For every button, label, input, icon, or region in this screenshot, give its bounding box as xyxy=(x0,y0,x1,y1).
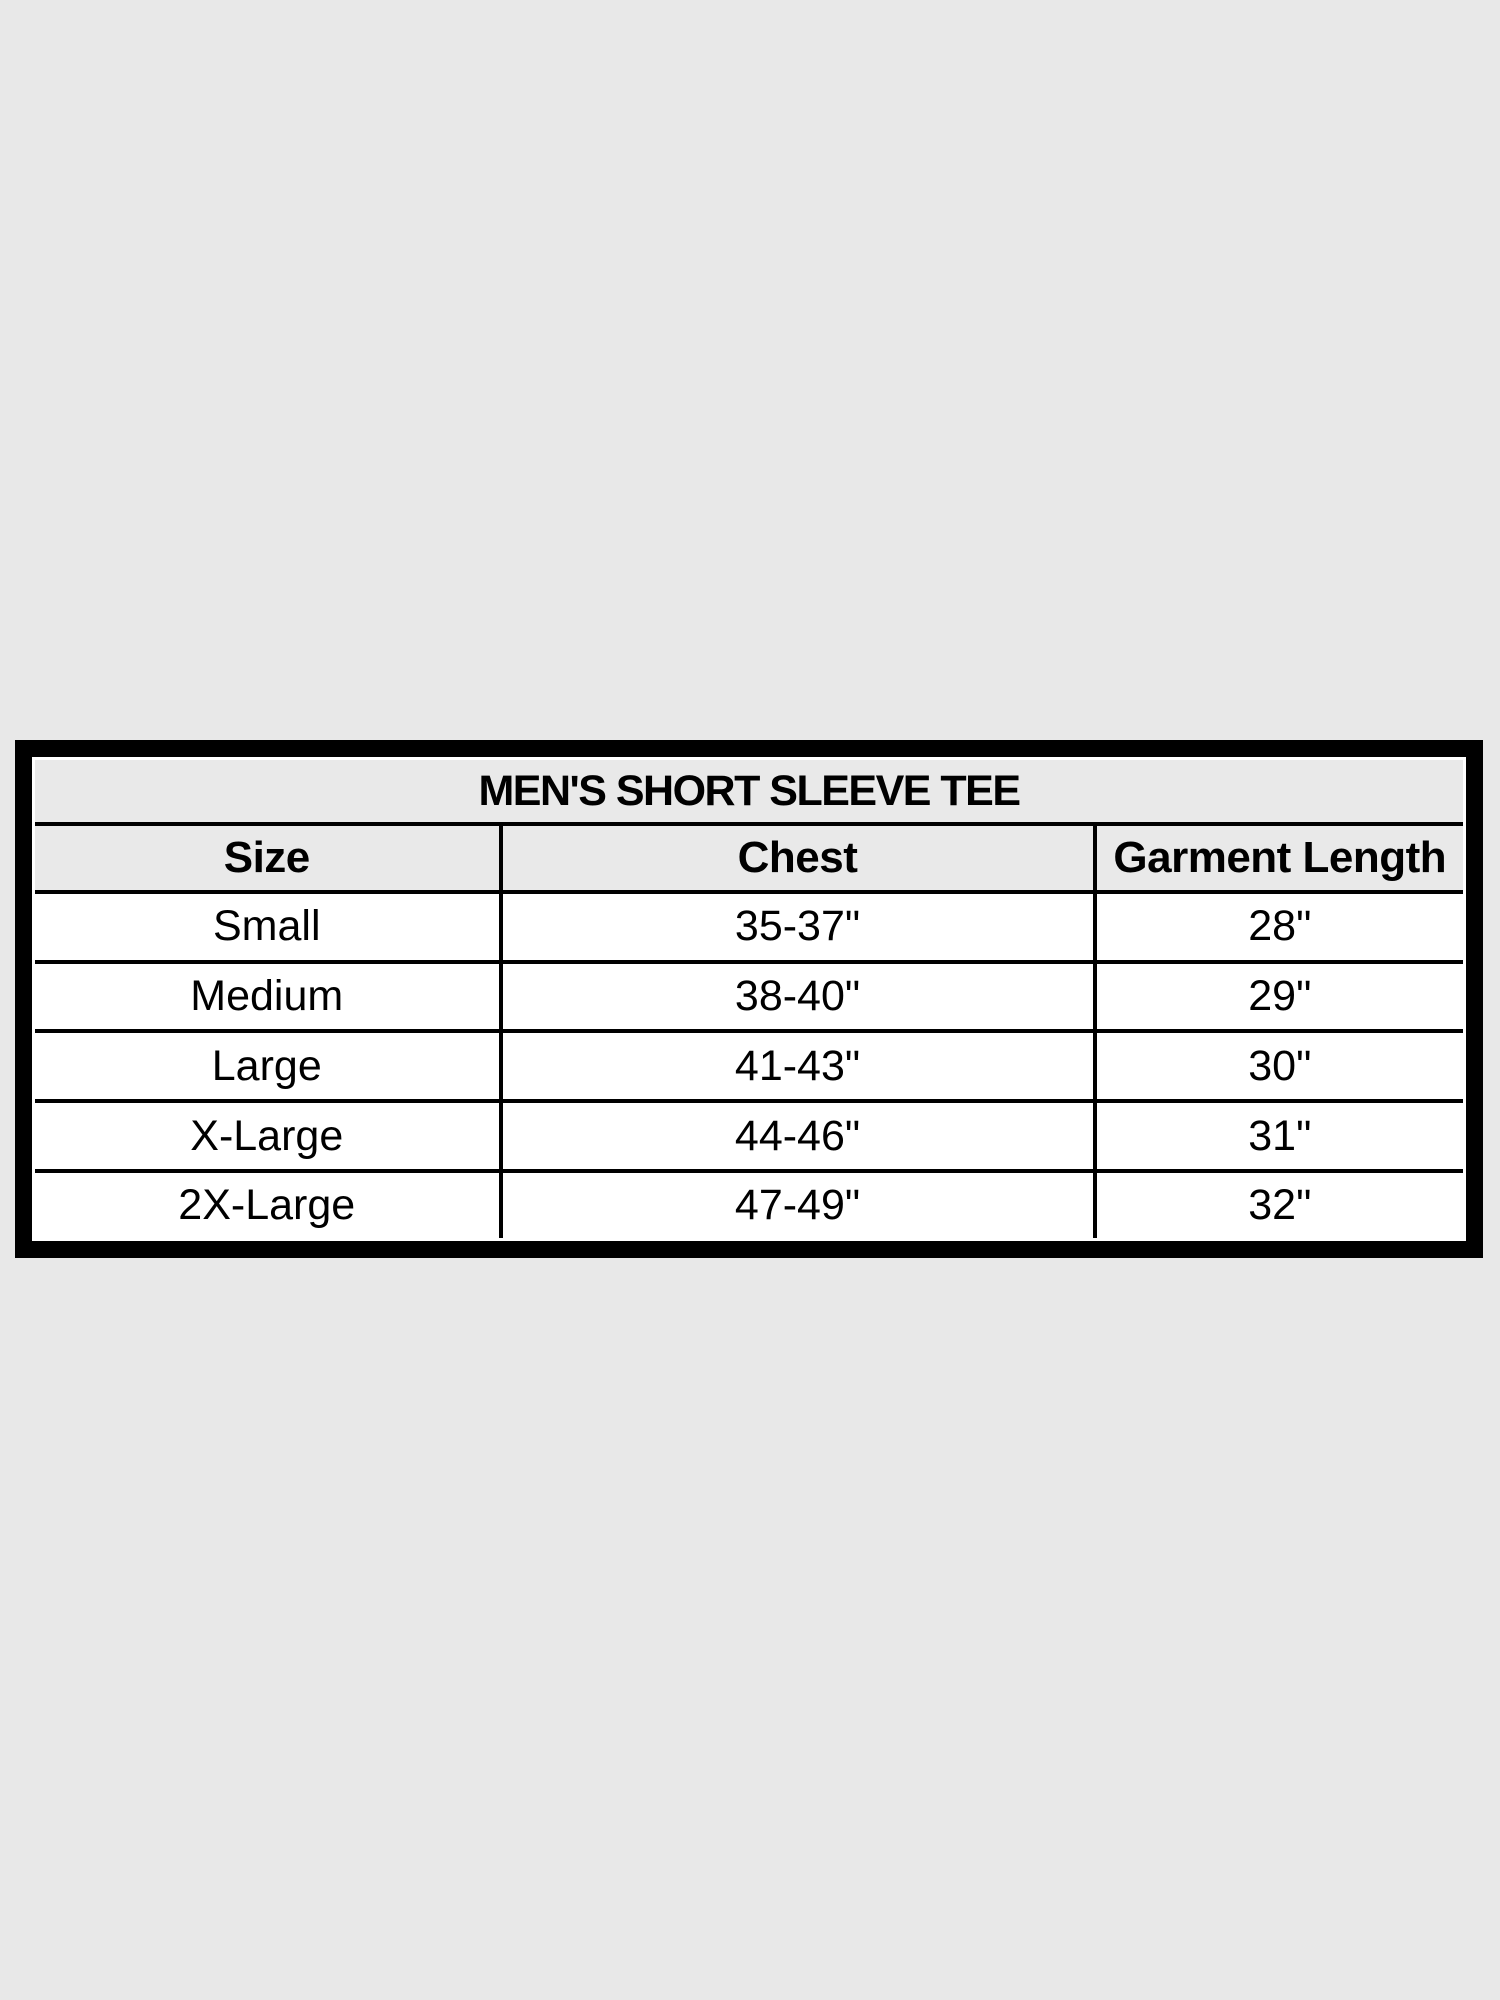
chest-cell: 35-37" xyxy=(501,892,1095,962)
table-row xyxy=(35,962,1463,1032)
chart-title: MEN'S SHORT SLEEVE TEE xyxy=(35,760,1463,824)
size-chart xyxy=(35,760,1463,1238)
column-header-chest: Chest xyxy=(501,824,1095,892)
size-cell: Medium xyxy=(35,962,501,1032)
chest-cell: 47-49" xyxy=(501,1171,1095,1238)
garment-length-cell: 31" xyxy=(1095,1101,1463,1171)
size-cell: 2X-Large xyxy=(35,1171,501,1238)
table-row xyxy=(35,1171,1463,1238)
header-row xyxy=(35,824,1463,892)
size-cell: Large xyxy=(35,1031,501,1101)
chest-cell: 41-43" xyxy=(501,1031,1095,1101)
size-cell: X-Large xyxy=(35,1101,501,1171)
chest-cell: 44-46" xyxy=(501,1101,1095,1171)
garment-length-cell: 28" xyxy=(1095,892,1463,962)
column-header-size: Size xyxy=(35,824,501,892)
size-cell: Small xyxy=(35,892,501,962)
table-row xyxy=(35,1101,1463,1171)
garment-length-cell: 32" xyxy=(1095,1171,1463,1238)
column-header-garment-length: Garment Length xyxy=(1095,824,1463,892)
chest-cell: 38-40" xyxy=(501,962,1095,1032)
size-chart-table xyxy=(15,740,1483,1258)
garment-length-cell: 30" xyxy=(1095,1031,1463,1101)
table-row xyxy=(35,1031,1463,1101)
title-row xyxy=(35,760,1463,824)
garment-length-cell: 29" xyxy=(1095,962,1463,1032)
table-row xyxy=(35,892,1463,962)
